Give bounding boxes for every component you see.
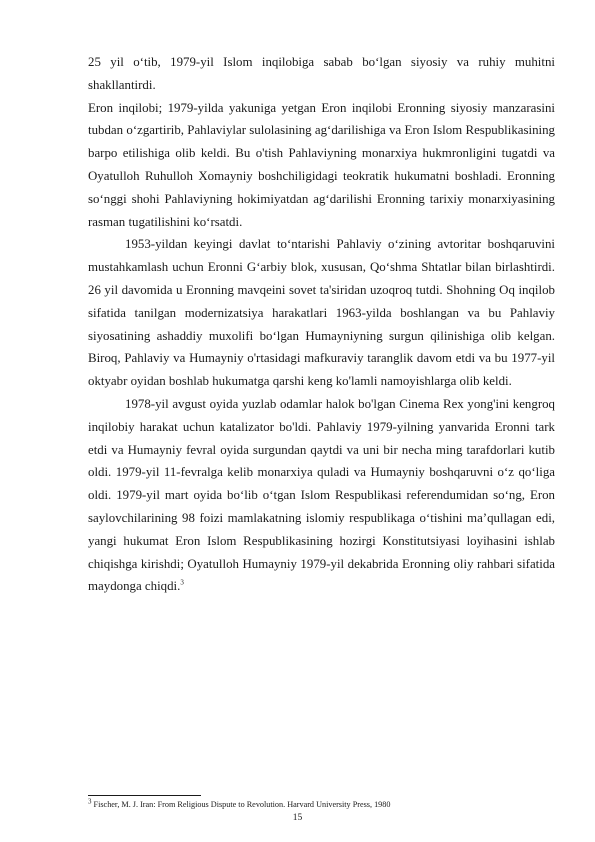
footnote-reference[interactable]: 3 — [180, 579, 184, 588]
footnote-number: 3 — [88, 797, 92, 806]
paragraph-1978-events — [88, 393, 555, 598]
paragraph-1978-text: 1978-yil avgust oyida yuzlab odamlar halok bo'lgan Cinema Rex yong'ini kengroq inqilobiy harakat uchun katalizator bo'ldi. Pahlaviy 1979-yilning yanvarida Eronni tark etdi va Humayniy fevral oyida surgundan qaytdi va uni bir necha ming tarafdorlari kutib oldi. 1979-yil 11-fevralga kelib monarxiya quladi va Humayniy boshqaruvni o‘z qo‘liga oldi. 1979-yil mart oyida bo‘lib o‘tgan Islom Respublikasi referendumidan so‘ng, Eron saylovchilarining 98 foizi mamlakatning islomiy respublikaga o‘tishini ma’qullagan edi, yangi hukumat Eron Islom Respublikasining hozirgi Konstitutsiyasi loyihasini ishlab chiqishga kirishdi; Oyatulloh Humayniy 1979-yil dekabrida Eronning oliy rahbari sifatida maydonga chiqdi. — [88, 396, 555, 594]
paragraph-1953-coup: 1953-yildan keyingi davlat to‘ntarishi Pahlaviy o‘zining avtoritar boshqaruvini mustahkamlash uchun Eronni G‘arbiy blok, xususan, Qo‘shma Shtatlar bilan birlashtirdi. 26 yil davomida u Eronning mavqeini sovet ta'siridan uzoqroq tutdi. Shohning Oq inqilob sifatida tanilgan modernizatsiya harakatlari 1963-yilda boshlangan va bu Pahlaviy siyosatining ashaddiy muxolifi bo‘lgan Humayniyning surgun qilinishiga olib kelgan. Biroq, Pahlaviy va Humayniy o'rtasidagi mafkuraviy taranglik davom etdi va bu 1977-yil oktyabr oyidan boshlab hukumatga qarshi keng ko'lamli namoyishlarga olib keldi. — [88, 237, 555, 389]
paragraph-iran-revolution: Eron inqilobi; 1979-yilda yakuniga yetgan Eron inqilobi Eronning siyosiy manzarasini tubdan o‘zgartirib, Pahlaviylar sulolasining ag‘darilishiga va Eron Islom Respublikasining barpo etilishiga olib keldi. Bu o'tish Pahlaviyning monarxiya hukmronligini tugatdi va Oyatulloh Ruhulloh Xomayniy boshchiligidagi teokratik hukumatni boshladi. Eronning so‘nggi shohi Pahlaviyning hokimiyatdan ag‘darilishi Eronning tarixiy monarxiyasining rasman tugatilishini ko‘rsatdi. — [88, 100, 555, 229]
footnote-divider — [88, 795, 201, 796]
footnote — [88, 799, 555, 810]
paragraph-continuation: 25 yil o‘tib, 1979-yil Islom inqilobiga sabab bo‘lgan siyosiy va ruhiy muhitni shakllantirdi. — [88, 55, 555, 92]
page-number: 15 — [292, 813, 303, 823]
footnote-text: Fischer, M. J. Iran: From Religious Dispute to Revolution. Harvard University Press, 1980 — [91, 800, 391, 809]
body-text — [88, 51, 555, 598]
